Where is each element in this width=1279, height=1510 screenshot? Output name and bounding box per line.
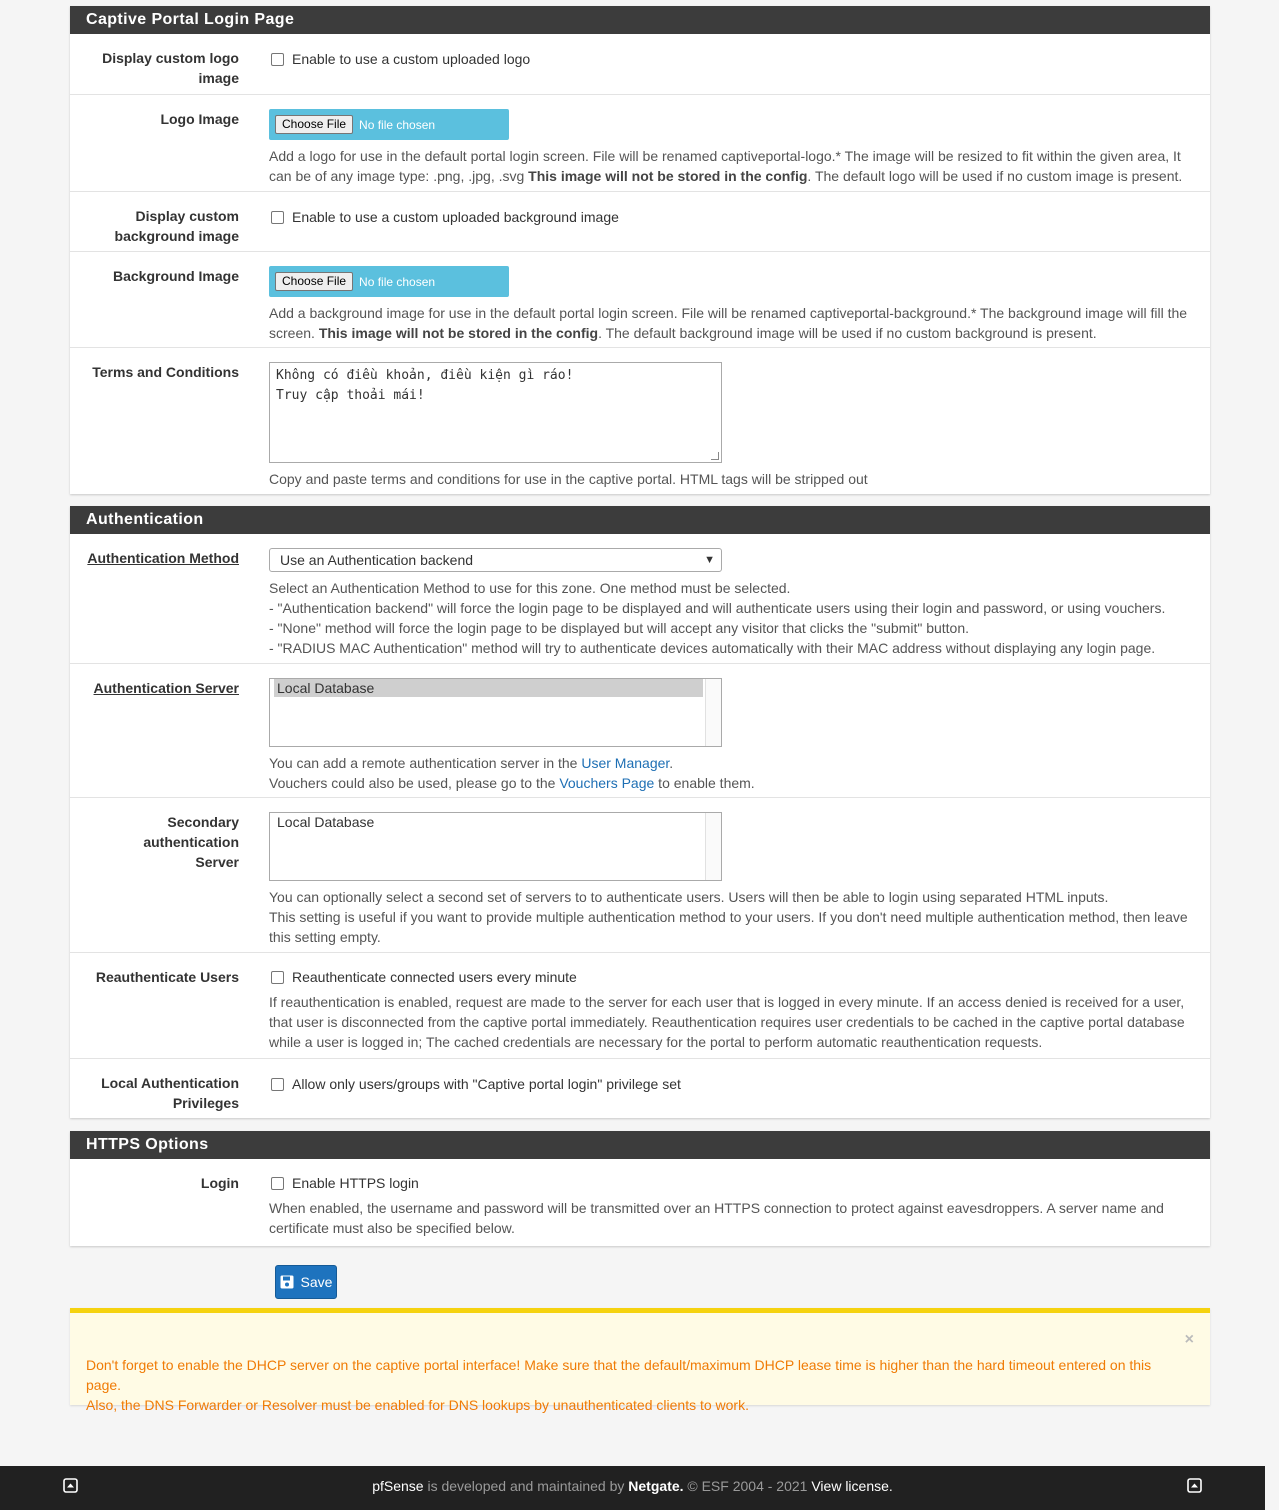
row-logo-image xyxy=(70,94,1210,191)
reauth-checkbox[interactable] xyxy=(271,971,284,984)
https-login-help: When enabled, the username and password will be transmitted over an HTTPS connection to protect against eavesdroppers. A server name and certificate must also be specified below. xyxy=(269,1200,1164,1236)
secondary-server-help: You can optionally select a second set of servers to to authenticate users. Users will then be able to login using separated HTML inputs. This setting is useful if you want to provide multiple authentication method to your users. If you don't need multiple authentication method, then leave this setting empty. xyxy=(269,889,1188,945)
logo-file-status: No file chosen xyxy=(359,117,436,132)
row-background-image xyxy=(70,251,1210,347)
auth-method-select[interactable]: Use an Authentication backend ▼ xyxy=(269,548,722,572)
row-local-privileges xyxy=(70,1058,1210,1118)
background-file-status: No file chosen xyxy=(359,274,436,289)
listbox-scrollbar[interactable] xyxy=(705,679,721,746)
local-privileges-label: Local Authentication Privileges xyxy=(101,1075,239,1111)
view-license-link[interactable]: View license. xyxy=(811,1478,893,1494)
row-custom-logo xyxy=(70,34,1210,94)
listbox-scrollbar[interactable] xyxy=(705,813,721,880)
logo-file-input[interactable] xyxy=(269,109,509,140)
authentication-heading: Authentication xyxy=(70,506,1210,534)
reauth-label: Reauthenticate Users xyxy=(95,969,239,985)
authentication-panel xyxy=(70,506,1210,1118)
vouchers-page-link[interactable]: Vouchers Page xyxy=(559,775,655,791)
custom-logo-label: Display custom logo image xyxy=(102,50,239,86)
logo-image-label: Logo Image xyxy=(160,111,239,127)
footer-brand[interactable]: pfSense xyxy=(372,1478,424,1494)
secondary-server-option[interactable]: Local Database xyxy=(277,814,375,830)
terms-textarea[interactable]: Không có điều khoản, điều kiện gì ráo! Truy cập thoải mái! xyxy=(269,362,722,463)
background-choose-file-button[interactable]: Choose File xyxy=(275,272,353,291)
row-https-login xyxy=(70,1159,1210,1246)
auth-server-label: Authentication Server xyxy=(93,680,239,696)
save-button-label: Save xyxy=(300,1274,333,1290)
footer-text: pfSense is developed and maintained by Netgate. © ESF 2004 - 2021 View license. xyxy=(372,1478,893,1494)
row-reauth xyxy=(70,952,1210,1058)
save-button[interactable] xyxy=(275,1265,337,1299)
footer xyxy=(0,1466,1265,1510)
terms-help: Copy and paste terms and conditions for use in the captive portal. HTML tags will be stripped out xyxy=(269,471,868,487)
row-auth-method xyxy=(70,534,1210,663)
row-auth-server xyxy=(70,663,1210,797)
terms-label: Terms and Conditions xyxy=(92,364,239,380)
reauth-checkbox-label: Reauthenticate connected users every minute xyxy=(292,969,577,985)
local-privileges-checkbox-label: Allow only users/groups with "Captive portal login" privilege set xyxy=(292,1076,681,1092)
https-login-checkbox-label: Enable HTTPS login xyxy=(292,1175,419,1191)
footer-company-link[interactable]: Netgate. xyxy=(628,1478,684,1494)
row-terms xyxy=(70,347,1210,494)
background-file-input[interactable] xyxy=(269,266,509,297)
auth-method-label: Authentication Method xyxy=(87,550,239,566)
dhcp-warning-alert xyxy=(70,1308,1210,1413)
reauth-help: If reauthentication is enabled, request are made to the server for each user that is logged in every minute. If an access denied is received for a user, that user is disconnected from the captive portal immediately. Reauthentication requires user credentials to be cached in the captive portal database while a user is logged in; The cached credentials are necessary for the portal to perform automatic reauthentication requests. xyxy=(269,994,1185,1050)
https-panel xyxy=(70,1131,1210,1246)
user-manager-link[interactable]: User Manager xyxy=(581,755,670,771)
chevron-down-icon: ▼ xyxy=(704,554,715,566)
close-icon[interactable]: × xyxy=(1184,1331,1194,1348)
https-login-checkbox[interactable] xyxy=(271,1177,284,1190)
alert-message: Don't forget to enable the DHCP server on the captive portal interface! Make sure that the default/maximum DHCP lease time is higher than the hard timeout entered on this page. Also, the DNS Forwarder or Resolver must be enabled for DNS lookups by unauthenticated clients to work. xyxy=(86,1357,1152,1413)
https-heading: HTTPS Options xyxy=(70,1131,1210,1159)
floppy-disk-icon xyxy=(280,1275,294,1289)
auth-server-option[interactable]: Local Database xyxy=(274,679,703,697)
logo-image-help: Add a logo for use in the default portal login screen. File will be renamed captiveportal-logo.* The image will be resized to fit within the given area, It can be of any image type: .png, .jpg, .svg This image will not be stored in the config. The default logo will be used if no custom image is present. xyxy=(269,148,1183,184)
https-login-label: Login xyxy=(200,1175,239,1191)
secondary-server-label: Secondary authentication Server xyxy=(143,814,239,870)
row-secondary-server xyxy=(70,797,1210,952)
resize-grip-icon[interactable] xyxy=(711,452,719,460)
logo-choose-file-button[interactable]: Choose File xyxy=(275,115,353,134)
background-image-help: Add a background image for use in the default portal login screen. File will be renamed captiveportal-background.* The background image will fill the screen. This image will not be stored in the config. The default background image will be used if no custom background is present. xyxy=(269,305,1188,341)
login-page-panel xyxy=(70,6,1210,494)
arrow-up-box-icon[interactable] xyxy=(1187,1478,1202,1493)
custom-background-checkbox-label: Enable to use a custom uploaded background image xyxy=(292,209,619,225)
custom-logo-checkbox-label: Enable to use a custom uploaded logo xyxy=(292,51,531,67)
custom-logo-checkbox[interactable] xyxy=(271,53,284,66)
auth-method-help: Select an Authentication Method to use for this zone. One method must be selected. - "Authentication backend" will force the login page to be displayed and will authenticate users using their login and password, or using vouchers. - "None" method will force the login page to be displayed but will accept any visitor that clicks the "submit" button. - "RADIUS MAC Authentication" method will try to authenticate devices automatically with their MAC address without displaying any login page. xyxy=(269,580,1166,656)
custom-background-checkbox[interactable] xyxy=(271,211,284,224)
background-image-label: Background Image xyxy=(112,268,239,284)
auth-server-help: You can add a remote authentication server in the User Manager. Vouchers could also be used, please go to the Vouchers Page to enable them. xyxy=(269,755,755,791)
custom-background-label: Display custom background image xyxy=(114,208,239,244)
local-privileges-checkbox[interactable] xyxy=(271,1078,284,1091)
secondary-server-listbox[interactable] xyxy=(269,812,722,881)
auth-server-listbox[interactable] xyxy=(269,678,722,747)
row-custom-background xyxy=(70,191,1210,251)
login-page-heading: Captive Portal Login Page xyxy=(70,6,1210,34)
